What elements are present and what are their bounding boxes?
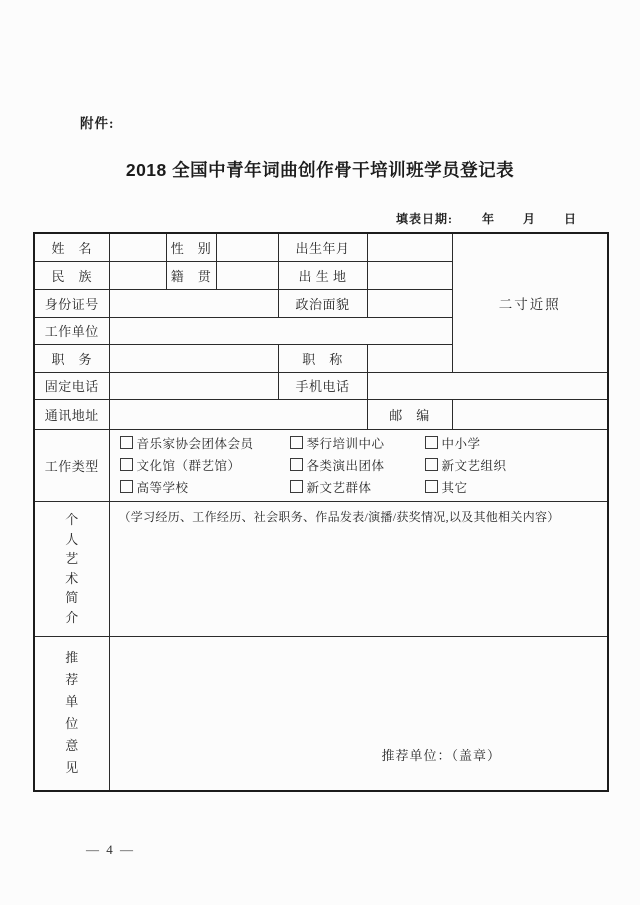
landline-value-cell [109, 372, 278, 399]
birth-date-label: 出生年月 [278, 233, 367, 261]
checkbox-icon [425, 480, 438, 493]
personal-bio-hint: （学习经历、工作经历、社会职务、作品发表/演播/获奖情况,以及其他相关内容） [118, 509, 560, 524]
checkbox-icon [120, 480, 133, 493]
political-status-label: 政治面貌 [278, 289, 367, 317]
recommendation-label-text: 推 荐 单 位 意 见 [65, 650, 79, 776]
row-work-type [34, 429, 608, 501]
row-personal-bio [34, 501, 608, 636]
postcode-value-cell [452, 399, 608, 429]
work-type-label: 工作类型 [34, 429, 109, 501]
work-unit-value-cell [109, 317, 452, 344]
row-name-gender-birthdate [34, 233, 608, 261]
checkbox-icon [290, 458, 303, 471]
ethnicity-label: 民 族 [34, 261, 109, 289]
work-type-option-label: 新文艺组织 [441, 459, 507, 473]
recommendation-label [34, 636, 109, 791]
work-type-option-label: 新文艺群体 [306, 481, 372, 495]
birth-date-value-cell [367, 233, 452, 261]
registration-form-table [33, 232, 609, 792]
work-type-option-label: 各类演出团体 [306, 459, 385, 473]
personal-bio-label-text: 个 人 艺 术 简 介 [65, 512, 79, 625]
work-type-option-label: 音乐家协会团体会员 [136, 437, 254, 451]
work-type-option [425, 478, 604, 496]
name-value-cell [109, 233, 166, 261]
postcode-label: 邮 编 [367, 399, 452, 429]
name-label: 姓 名 [34, 233, 109, 261]
checkbox-icon [120, 458, 133, 471]
personal-bio-content-cell [109, 501, 608, 636]
fill-date-year: 年 [482, 212, 496, 226]
birth-place-value-cell [367, 261, 452, 289]
personal-bio-label [34, 501, 109, 636]
checkbox-icon [290, 480, 303, 493]
row-recommendation [34, 636, 608, 791]
work-unit-label: 工作单位 [34, 317, 109, 344]
work-type-option-label: 高等学校 [136, 481, 189, 495]
address-label: 通讯地址 [34, 399, 109, 429]
landline-label: 固定电话 [34, 372, 109, 399]
checkbox-icon [425, 458, 438, 471]
work-type-option-label: 琴行培训中心 [306, 437, 385, 451]
native-place-label: 籍 贯 [166, 261, 216, 289]
fill-date-label: 填表日期: [396, 212, 453, 226]
work-type-option [120, 456, 290, 474]
political-status-value-cell [367, 289, 452, 317]
birth-place-label: 出 生 地 [278, 261, 367, 289]
attachment-label: 附件: [80, 116, 115, 131]
address-value-cell [109, 399, 367, 429]
work-type-option [290, 478, 425, 496]
checkbox-icon [120, 436, 133, 449]
work-type-option [425, 434, 604, 452]
work-type-option [120, 478, 290, 496]
checkbox-icon [290, 436, 303, 449]
native-place-value-cell [216, 261, 278, 289]
position-label: 职 务 [34, 344, 109, 372]
job-title-value-cell [367, 344, 452, 372]
id-number-value-cell [109, 289, 278, 317]
mobile-value-cell [367, 372, 608, 399]
row-phones [34, 372, 608, 399]
gender-value-cell [216, 233, 278, 261]
recommendation-seal-line: 推荐单位：（盖章） [381, 747, 502, 763]
checkbox-icon [425, 436, 438, 449]
fill-date-line [396, 210, 577, 227]
mobile-label: 手机电话 [278, 372, 367, 399]
page-title: 2018 全国中青年词曲创作骨干培训班学员登记表 [125, 160, 515, 180]
recommendation-content-cell [109, 636, 608, 791]
job-title-label: 职 称 [278, 344, 367, 372]
work-type-options-cell [109, 429, 608, 501]
photo-placeholder-cell: 二寸近照 [452, 233, 608, 372]
position-value-cell [109, 344, 278, 372]
id-number-label: 身份证号 [34, 289, 109, 317]
work-type-options-grid [110, 430, 608, 500]
work-type-option-label: 其它 [441, 481, 468, 495]
work-type-option-label: 文化馆（群艺馆） [136, 459, 241, 473]
gender-label: 性 别 [166, 233, 216, 261]
work-type-option [290, 434, 425, 452]
row-address-postcode [34, 399, 608, 429]
work-type-option [425, 456, 604, 474]
fill-date-month: 月 [523, 212, 537, 226]
work-type-option-label: 中小学 [441, 437, 481, 451]
work-type-option [290, 456, 425, 474]
ethnicity-value-cell [109, 261, 166, 289]
work-type-option [120, 434, 290, 452]
page-number: — 4 — [86, 842, 135, 857]
fill-date-day: 日 [564, 212, 578, 226]
